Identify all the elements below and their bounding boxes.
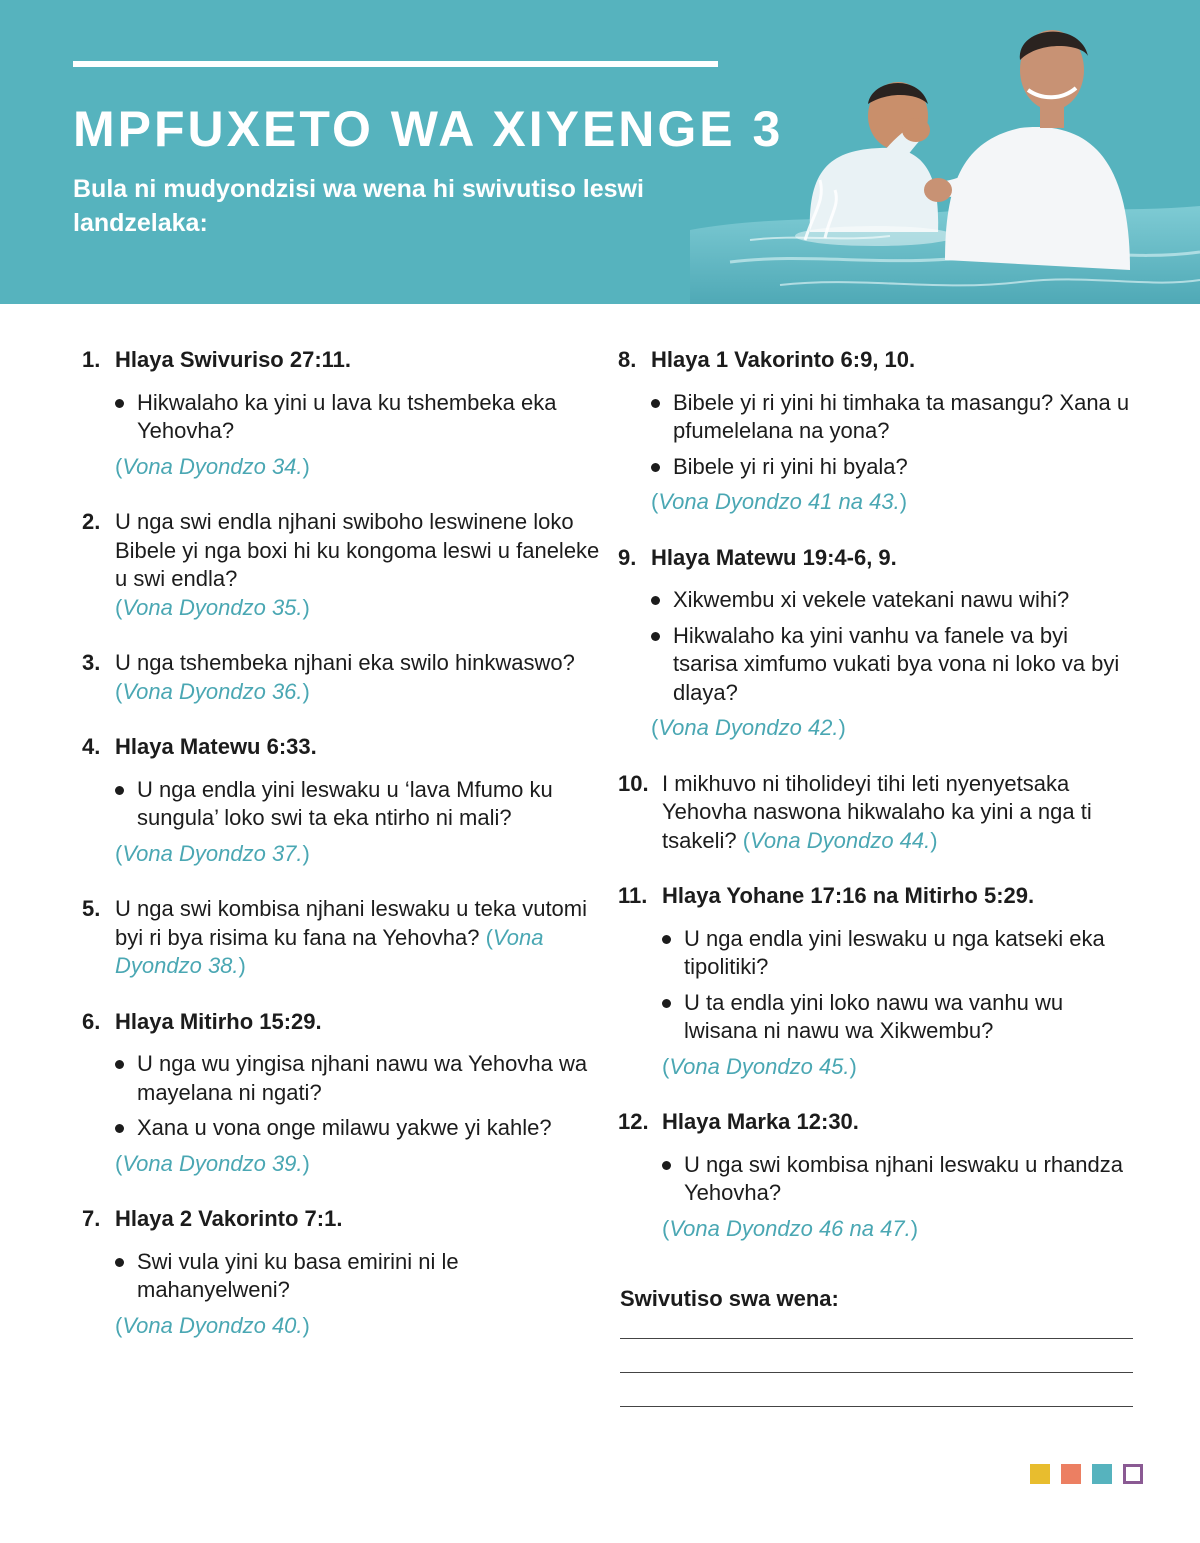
question-6 [82, 1008, 602, 1179]
questions-left-column [82, 346, 602, 1367]
section-indicator [1030, 1464, 1143, 1484]
bullet-item: U nga endla yini leswaku u nga katseki eka tipolitiki? [684, 925, 1138, 982]
bullet-list [115, 776, 602, 833]
bullet-list [662, 925, 1138, 1046]
question-number: 7. [82, 1206, 101, 1231]
bullet-item: Xikwembu xi vekele vatekani nawu wihi? [673, 586, 1138, 615]
question-11 [618, 882, 1138, 1081]
bullet-item: U nga endla yini leswaku u ‘lava Mfumo ku sungula’ loko swi ta eka ntirho ni mali? [137, 776, 602, 833]
lesson-reference: (Vona Dyondzo 34.) [115, 453, 310, 479]
bullet-item: U ta endla yini loko nawu wa vanhu wu lwisana ni nawu wa Xikwembu? [684, 989, 1138, 1046]
bullet-item: Swi vula yini ku basa emirini ni le mahanyelweni? [137, 1248, 602, 1305]
question-2 [82, 508, 602, 622]
bullet-item: U nga wu yingisa njhani nawu wa Yehovha wa mayelana ni ngati? [137, 1050, 602, 1107]
write-line[interactable] [620, 1338, 1133, 1339]
question-number: 6. [82, 1008, 101, 1034]
question-1 [82, 346, 602, 481]
lesson-reference: (Vona Dyondzo 35.) [115, 594, 310, 620]
bullet-item: Bibele yi ri yini hi byala? [673, 453, 1138, 482]
square-outline-icon [1123, 1464, 1143, 1484]
square-teal-icon [1092, 1464, 1112, 1484]
question-7 [82, 1205, 602, 1340]
question-text: Hlaya Mitirho 15:29. [115, 1008, 322, 1034]
question-5 [82, 895, 602, 981]
question-number: 8. [618, 347, 637, 372]
question-9 [618, 544, 1138, 743]
lesson-reference: (Vona Dyondzo 42.) [651, 715, 846, 740]
lesson-reference: (Vona Dyondzo 41 na 43.) [651, 489, 908, 514]
question-text: U nga tshembeka njhani eka swilo hinkwaswo? [115, 650, 575, 675]
question-text: Hlaya Marka 12:30. [662, 1109, 859, 1134]
lesson-reference: (Vona Dyondzo 40.) [115, 1312, 310, 1338]
questions-right-column [618, 346, 1138, 1270]
question-number: 2. [82, 509, 101, 534]
bullet-list [115, 389, 602, 446]
bullet-item: U nga swi kombisa njhani leswaku u rhandza Yehovha? [684, 1151, 1138, 1208]
question-text: Hlaya Swivuriso 27:11. [115, 347, 352, 372]
square-orange-icon [1061, 1464, 1081, 1484]
bullet-item: Bibele yi ri yini hi timhaka ta masangu? Xana u pfumelelana na yona? [673, 389, 1138, 446]
question-12 [618, 1108, 1138, 1243]
question-number: 12. [618, 1109, 649, 1134]
header-rule [73, 61, 718, 67]
question-text: Hlaya Matewu 19:4-6, 9. [651, 544, 897, 570]
bullet-item: Hikwalaho ka yini vanhu va fanele va byi tsarisa ximfumo vukati bya vona ni loko va byi dlaya? [673, 622, 1138, 708]
question-text: Hlaya Matewu 6:33. [115, 734, 317, 759]
page-subtitle: Bula ni mudyondzisi wa wena hi swivutiso leswi landzelaka: [73, 175, 644, 237]
question-text: U nga swi kombisa njhani leswaku u teka vutomi byi ri bya risima ku fana na Yehovha? [115, 896, 588, 950]
question-number: 4. [82, 734, 101, 759]
lesson-reference: (Vona Dyondzo 36.) [115, 678, 310, 704]
question-4 [82, 733, 602, 868]
bullet-list [115, 1050, 602, 1143]
bullet-item: Hikwalaho ka yini u lava ku tshembeka eka Yehovha? [137, 389, 602, 446]
question-text: Hlaya Yohane 17:16 na Mitirho 5:29. [662, 883, 1035, 908]
bullet-item: Xana u vona onge milawu yakwe yi kahle? [137, 1114, 602, 1143]
bullet-list [662, 1151, 1138, 1208]
square-yellow-icon [1030, 1464, 1050, 1484]
question-number: 1. [82, 347, 101, 372]
question-10 [618, 770, 1138, 856]
lesson-reference: (Vona Dyondzo 44.) [742, 827, 938, 853]
question-text: U nga swi endla njhani swiboho leswinene loko Bibele yi nga boxi hi ku kongoma leswi u faneleke u swi endla? [115, 509, 600, 591]
question-number: 9. [618, 544, 637, 570]
question-text: Hlaya 1 Vakorinto 6:9, 10. [651, 347, 916, 372]
question-8 [618, 346, 1138, 517]
question-number: 5. [82, 896, 101, 921]
page-title: MPFUXETO WA XIYENGE 3 [73, 101, 784, 157]
lesson-reference: (Vona Dyondzo 45.) [662, 1053, 857, 1079]
lesson-reference: (Vona Dyondzo 37.) [115, 840, 310, 866]
bullet-list [115, 1248, 602, 1305]
your-questions-label: Swivutiso swa wena: [620, 1286, 839, 1311]
write-line[interactable] [620, 1406, 1133, 1407]
question-text: I mikhuvo ni tiholideyi tihi leti nyenyetsaka Yehovha naswona hikwalaho ka yini a nga ti tsakeli? [662, 770, 1092, 853]
write-line[interactable] [620, 1372, 1133, 1373]
bullet-list [651, 389, 1138, 482]
lesson-reference: (Vona Dyondzo 46 na 47.) [662, 1215, 919, 1241]
question-text: Hlaya 2 Vakorinto 7:1. [115, 1206, 343, 1231]
question-3 [82, 649, 602, 706]
question-number: 10. [618, 770, 649, 796]
question-number: 11. [618, 883, 648, 908]
header-banner [0, 0, 1200, 304]
baptism-illustration [690, 0, 1200, 304]
question-number: 3. [82, 650, 101, 675]
lesson-reference: (Vona Dyondzo 38.) [115, 924, 544, 978]
bullet-list [651, 586, 1138, 707]
lesson-reference: (Vona Dyondzo 39.) [115, 1150, 310, 1176]
